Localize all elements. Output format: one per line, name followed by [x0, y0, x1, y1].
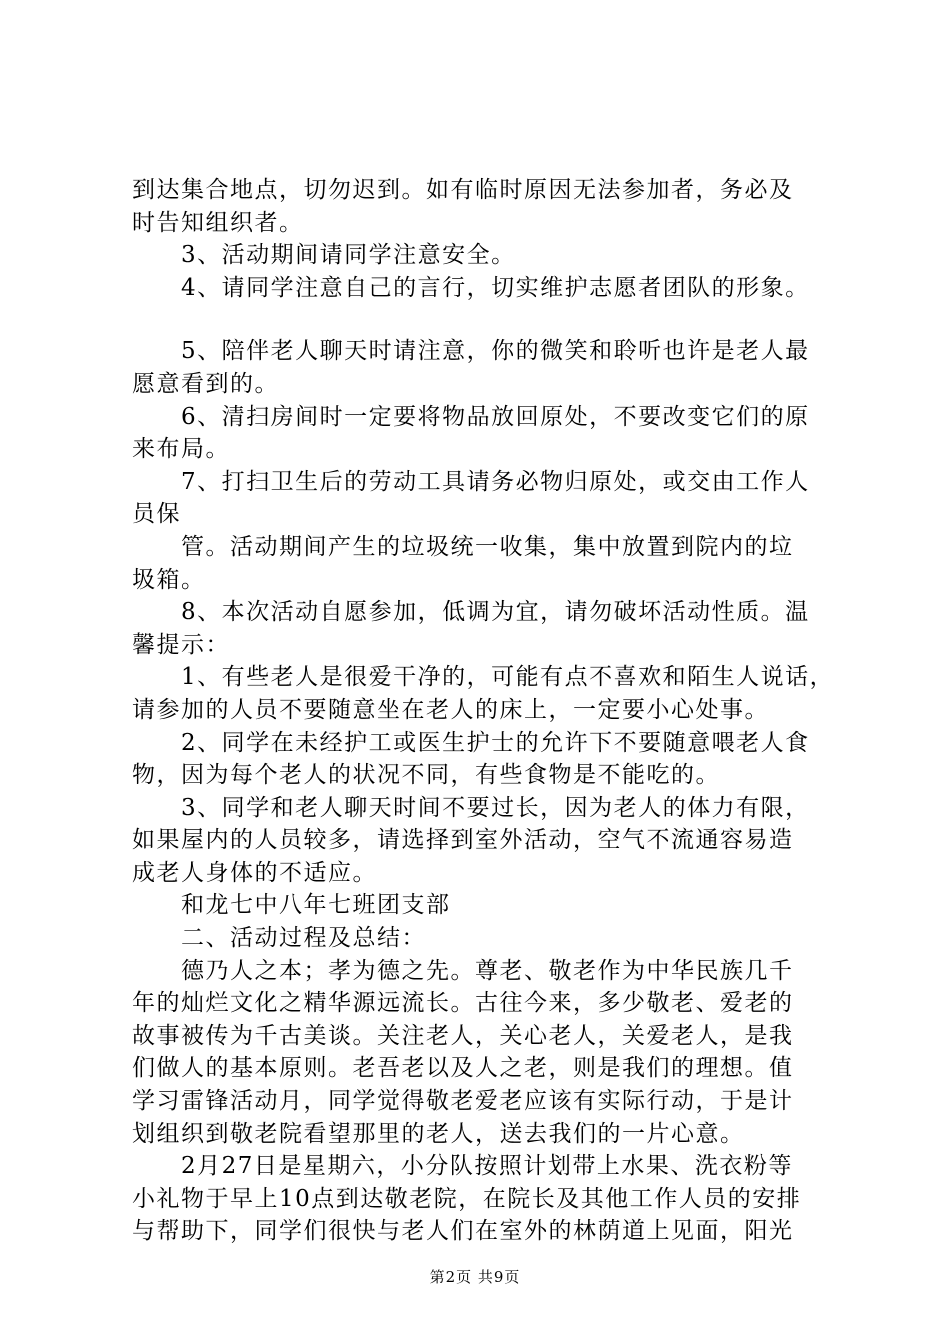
text-line-20: 如果屋内的人员较多，请选择到室外活动，空气不流通容易造 [132, 827, 794, 854]
text-line-24: 德乃人之本；孝为德之先。尊老、敬老作为中华民族几千 [132, 957, 794, 984]
text-line-16: 请参加的人员不要随意坐在老人的床上，一定要小心处事。 [132, 696, 769, 723]
text-line-6: 愿意看到的。 [132, 370, 279, 397]
text-line-30: 2月27日是星期六，小分队按照计划带上水果、洗衣粉等 [132, 1153, 793, 1180]
text-line-29: 划组织到敬老院看望那里的老人，送去我们的一片心意。 [132, 1120, 745, 1147]
text-line-9: 7、打扫卫生后的劳动工具请务必物归原处，或交由工作人 [132, 468, 810, 495]
text-line-26: 故事被传为千古美谈。关注老人，关心老人，关爱老人，是我 [132, 1022, 794, 1049]
text-line-7: 6、清扫房间时一定要将物品放回原处，不要改变它们的原 [132, 403, 810, 430]
page-number-footer: 第2页 共9页 [429, 1268, 521, 1286]
text-line-1: 到达集合地点，切勿迟到。如有临时原因无法参加者，务必及 [132, 177, 794, 203]
text-line-31: 小礼物于早上10点到达敬老院，在院长及其他工作人员的安排 [132, 1185, 802, 1212]
text-line-10: 员保 [132, 501, 181, 528]
text-line-32: 与帮助下，同学们很快与老人们在室外的林荫道上见面，阳光 [132, 1218, 794, 1245]
text-line-28: 学习雷锋活动月，同学觉得敬老爱老应该有实际行动，于是计 [132, 1088, 794, 1115]
text-line-12: 圾箱。 [132, 566, 206, 593]
text-line-19: 3、同学和老人聊天时间不要过长，因为老人的体力有限， [132, 794, 810, 821]
text-line-21: 成老人身体的不适应。 [132, 859, 377, 886]
text-line-23: 二、活动过程及总结： [132, 925, 426, 952]
text-line-18: 物，因为每个老人的状况不同，有些食物是不能吃的。 [132, 762, 720, 789]
text-line-5: 5、陪伴老人聊天时请注意，你的微笑和聆听也许是老人最 [132, 338, 810, 365]
text-line-11: 管。活动期间产生的垃圾统一收集，集中放置到院内的垃 [132, 533, 794, 560]
text-line-2: 时告知组织者。 [132, 209, 304, 236]
text-line-13: 8、本次活动自愿参加，低调为宜，请勿破坏活动性质。温 [132, 599, 810, 626]
text-line-27: 们做人的基本原则。老吾老以及人之老，则是我们的理想。值 [132, 1055, 794, 1082]
text-line-4: 4、请同学注意自己的言行，切实维护志愿者团队的形象。 [132, 274, 810, 301]
text-line-14: 馨提示： [132, 631, 230, 658]
text-line-8: 来布局。 [132, 436, 230, 463]
text-line-15: 1、有些老人是很爱干净的，可能有点不喜欢和陌生人说话， [132, 664, 835, 691]
text-line-22: 和龙七中八年七班团支部 [132, 892, 451, 919]
text-line-3: 3、活动期间请同学注意安全。 [132, 242, 516, 269]
blank-line [132, 304, 832, 335]
text-line-17: 2、同学在未经护工或医生护士的允许下不要随意喂老人食 [132, 729, 810, 756]
text-line-25: 年的灿烂文化之精华源远流长。古往今来，多少敬老、爱老的 [132, 990, 794, 1017]
document-body [132, 174, 835, 1248]
